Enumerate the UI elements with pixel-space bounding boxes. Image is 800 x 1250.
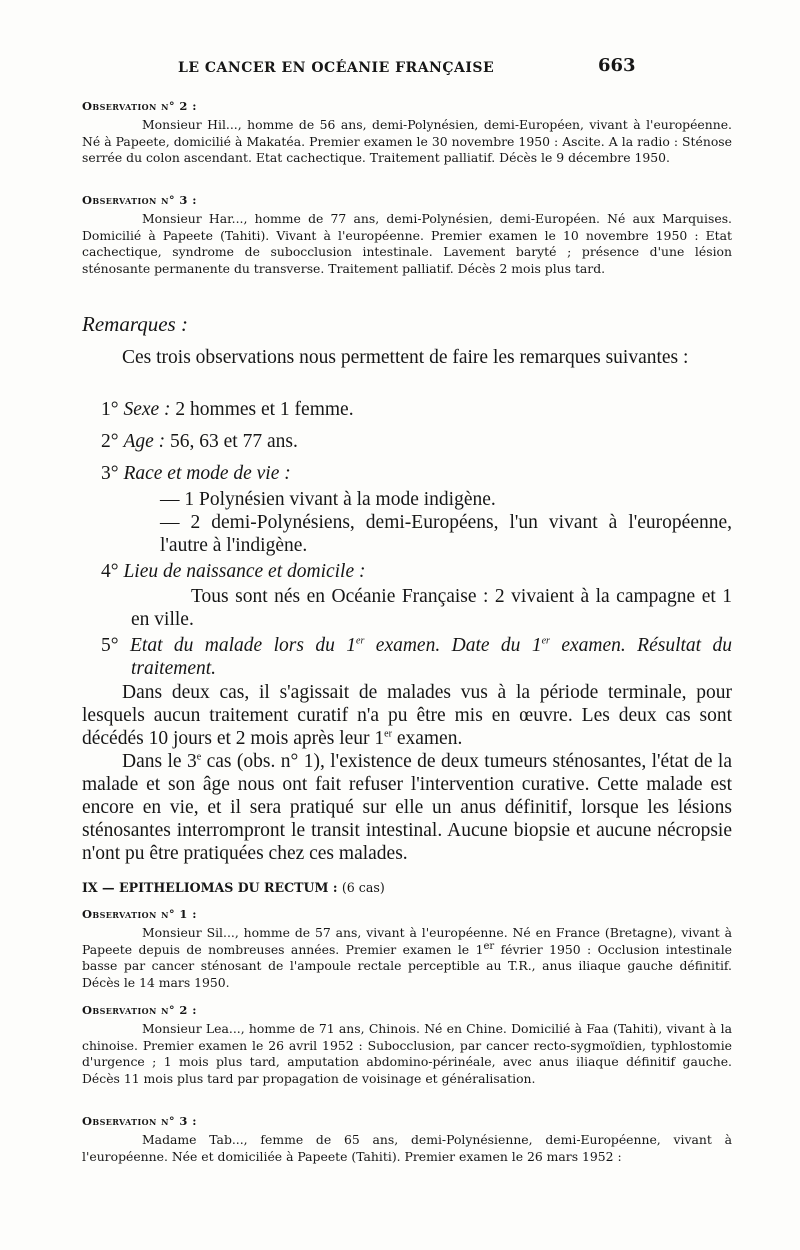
observation-2-top — [82, 99, 732, 167]
paragraph-text: Dans deux cas, il s'agissait de malades vus à la période terminale, pour lesquels aucun traitement curatif n'a pu être mis en œuvre. Les deux cas sont décédés 10 jours et 2 mois après leur 1 — [82, 682, 732, 749]
remark-item-2 — [101, 430, 732, 453]
item-text: 2 hommes et 1 femme. — [175, 399, 354, 420]
superscript: er — [483, 940, 495, 952]
section-count: (6 cas) — [341, 880, 385, 895]
remarques-intro — [82, 346, 732, 369]
label-part: examen. Résultat du traitement. — [131, 635, 732, 679]
item-number: 3° — [101, 463, 119, 484]
observation-label: Observation n° 2 : — [82, 1003, 197, 1017]
observation-text: Monsieur Sil..., homme de 57 ans, vivant à l'européenne. Né en France (Bretagne), vivant à Papeete depuis de nombreuses années. Premier examen le 1 — [82, 925, 732, 957]
item-line: — 1 Polynésien vivant à la mode indigène. — [160, 489, 496, 510]
observation-label: Observation n° 3 : — [82, 193, 197, 207]
remark-item-3 — [101, 462, 732, 557]
item-number: 5° — [101, 635, 119, 656]
superscript: er — [384, 728, 392, 740]
label-part: examen. Date du 1 — [364, 635, 542, 656]
remarques-paragraph-1 — [82, 681, 732, 750]
superscript: er — [356, 635, 365, 647]
observation-3-top — [82, 193, 732, 277]
observation-3-rectum — [82, 1114, 732, 1165]
item-line — [101, 511, 732, 557]
label-part: Etat du malade lors du 1 — [129, 635, 357, 656]
section-heading: Remarques : — [82, 312, 188, 336]
remark-item-4 — [101, 560, 732, 631]
superscript: e — [196, 751, 202, 763]
observation-text: Monsieur Har..., homme de 77 ans, demi-Polynésien, demi-Européen. Né aux Marquises. Domicilié à Papeete (Tahiti). Vivant à l'européenne. Premier examen le 10 novembre 1950 : Etat cachectique, syndrome de subocclusion intestinale. Lavement baryté ; présence d'une lésion sténosante permanente du transverse. Traitement palliatif. Décès 2 mois plus tard. — [82, 211, 732, 276]
observation-2-rectum — [82, 1003, 732, 1087]
item-text: Tous sont nés en Océanie Française : 2 vivaient à la campagne et 1 en ville. — [131, 586, 732, 630]
item-label: Age : — [123, 431, 166, 452]
observation-text: février 1950 : Occlusion intestinale basse par cancer sténosant de l'ampoule rectale perceptible au T.R., anus iliaque gauche définitif. Décès le 14 mars 1950. — [82, 941, 732, 990]
superscript: er — [541, 635, 550, 647]
remarques-paragraph-2 — [82, 750, 732, 865]
observation-text: Madame Tab..., femme de 65 ans, demi-Polynésienne, demi-Européenne, vivant à l'européenne. Née et domiciliée à Papeete (Tahiti). Premier examen le 26 mars 1952 : — [82, 1132, 732, 1164]
item-text: 56, 63 et 77 ans. — [170, 431, 298, 452]
item-number: 1° — [101, 399, 119, 420]
item-number: 4° — [101, 561, 119, 582]
item-number: 2° — [101, 431, 119, 452]
observation-label: Observation n° 1 : — [82, 907, 197, 921]
paragraph-text: examen. — [391, 728, 463, 749]
paragraph-text: Dans le 3 — [122, 751, 197, 772]
observation-text: Monsieur Lea..., homme de 71 ans, Chinois. Né en Chine. Domicilié à Faa (Tahiti), vivant à la chinoise. Premier examen le 26 avril 1952 : Subocclusion, par cancer recto-sygmoïdien, typhlostomie d'urgence ; 1 mois plus tard, amputation abdomino-périnéale, avec anus iliaque définitif gauche. Décès 11 mois plus tard par propagation de voisinage et généralisation. — [82, 1021, 732, 1086]
remark-item-1 — [101, 398, 732, 421]
running-title: LE CANCER EN OCÉANIE FRANÇAISE — [178, 60, 495, 76]
section-title: IX — EPITHELIOMAS DU RECTUM : — [82, 880, 338, 895]
item-label — [130, 635, 732, 679]
remarques-heading — [82, 313, 732, 336]
observation-label: Observation n° 3 : — [82, 1114, 197, 1128]
item-label: Race et mode de vie : — [123, 463, 291, 484]
observation-label: Observation n° 2 : — [82, 99, 197, 113]
observation-1-rectum — [82, 907, 732, 991]
item-label: Lieu de naissance et domicile : — [123, 561, 366, 582]
remark-item-5 — [101, 634, 732, 680]
section-ix-heading — [82, 880, 732, 895]
page-number: 663 — [598, 55, 636, 76]
observation-text: Monsieur Hil..., homme de 56 ans, demi-Polynésien, demi-Européen, vivant à l'européenne. Né à Papeete, domicilié à Makatéa. Premier examen le 30 novembre 1950 : Ascite. A la radio : Sténose serrée du colon ascendant. Etat cachectique. Traitement palliatif. Décès le 9 décembre 1950. — [82, 117, 732, 165]
item-label: Sexe : — [123, 399, 171, 420]
paragraph-text: cas (obs. n° 1), l'existence de deux tumeurs sténosantes, l'état de la malade et son âge nous ont fait refuser l'intervention curative. Cette malade est encore en vie, et il sera pratiqué sur elle un anus définitif, lorsque les lésions sténosantes interrompront le transit intestinal. Aucune biopsie et aucune nécropsie n'ont pu être pratiquées chez ces malades. — [82, 751, 732, 864]
item-line-text: — 2 demi-Polynésiens, demi-Européens, l'un vivant à l'européenne, l'autre à l'indigène. — [160, 512, 732, 556]
paragraph: Ces trois observations nous permettent de faire les remarques suivantes : — [122, 347, 689, 368]
